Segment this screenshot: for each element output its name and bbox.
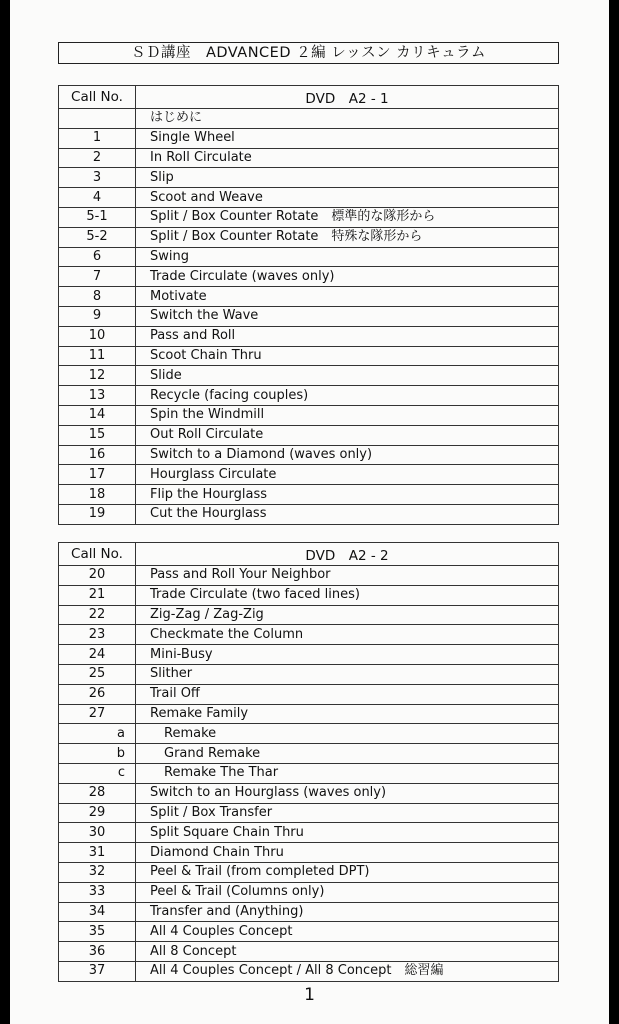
call-name: Scoot Chain Thru [136,346,559,366]
table-row [59,425,559,445]
call-name: Switch to an Hourglass (waves only) [136,783,559,803]
table-row [59,267,559,287]
call-name: Pass and Roll [136,326,559,346]
call-name: Trail Off [136,684,559,704]
call-number: 25 [59,664,136,684]
call-name: Switch the Wave [136,306,559,326]
table-row [59,843,559,863]
table-row [59,664,559,684]
call-number [59,109,136,129]
call-number: 36 [59,942,136,962]
table-row [59,961,559,981]
call-number: 21 [59,585,136,605]
call-number: 28 [59,783,136,803]
table-row [59,465,559,485]
call-no-header: Call No. [59,543,136,566]
call-number: 3 [59,168,136,188]
call-number: 35 [59,922,136,942]
call-name: Remake Family [136,704,559,724]
table-row [59,188,559,208]
call-name: Zig-Zag / Zag-Zig [136,605,559,625]
curriculum-table-a2-1 [58,85,559,525]
call-number: 27 [59,704,136,724]
call-name: Transfer and (Anything) [136,902,559,922]
call-number: 20 [59,566,136,586]
call-name: All 4 Couples Concept / All 8 Concept 総習編 [136,961,559,981]
call-name: Trade Circulate (waves only) [136,267,559,287]
call-name: Hourglass Circulate [136,465,559,485]
call-name: Checkmate the Column [136,625,559,645]
call-number: 15 [59,425,136,445]
table-row [59,109,559,129]
table-body [59,566,559,982]
call-name: All 4 Couples Concept [136,922,559,942]
call-number: 12 [59,366,136,386]
call-number: 14 [59,405,136,425]
table-row [59,942,559,962]
call-name: Cut the Hourglass [136,504,559,524]
table-row [59,405,559,425]
call-number: a [59,724,136,744]
table-row [59,704,559,724]
call-number: 37 [59,961,136,981]
call-number: 30 [59,823,136,843]
table-row [59,386,559,406]
call-number: 13 [59,386,136,406]
table-row [59,724,559,744]
call-name: Scoot and Weave [136,188,559,208]
page-title: ＳＤ講座 ADVANCED ２編 レッスン カリキュラム [58,42,559,64]
dvd-header: DVD A2 - 1 [136,86,559,109]
call-number: 24 [59,645,136,665]
call-name: Peel & Trail (Columns only) [136,882,559,902]
call-no-header: Call No. [59,86,136,109]
call-name: Split / Box Counter Rotate 標準的な隊形から [136,207,559,227]
call-name: Single Wheel [136,128,559,148]
table-row [59,207,559,227]
table-row [59,763,559,783]
call-number: 29 [59,803,136,823]
call-number: 10 [59,326,136,346]
table-row [59,504,559,524]
table-row [59,585,559,605]
call-number: 8 [59,287,136,307]
call-name: Pass and Roll Your Neighbor [136,566,559,586]
table-row [59,485,559,505]
call-number: 19 [59,504,136,524]
call-number: 34 [59,902,136,922]
call-name: Motivate [136,287,559,307]
call-number: 18 [59,485,136,505]
table-row [59,445,559,465]
table-row [59,287,559,307]
table-row [59,902,559,922]
table-row [59,148,559,168]
table-row [59,744,559,764]
dvd-header: DVD A2 - 2 [136,543,559,566]
call-name: Mini-Busy [136,645,559,665]
call-name: In Roll Circulate [136,148,559,168]
call-name: Split / Box Transfer [136,803,559,823]
call-name: Flip the Hourglass [136,485,559,505]
table-row [59,227,559,247]
call-number: 1 [59,128,136,148]
call-number: 11 [59,346,136,366]
call-name: Swing [136,247,559,267]
call-name: Recycle (facing couples) [136,386,559,406]
call-number: 26 [59,684,136,704]
call-name: All 8 Concept [136,942,559,962]
call-number: 4 [59,188,136,208]
table-row [59,684,559,704]
call-number: 9 [59,306,136,326]
table-body [59,109,559,525]
call-number: 23 [59,625,136,645]
call-number: 32 [59,862,136,882]
table-row [59,922,559,942]
table-row [59,605,559,625]
table-header-row [59,86,559,109]
call-number: 33 [59,882,136,902]
call-name: Split Square Chain Thru [136,823,559,843]
call-name: Trade Circulate (two faced lines) [136,585,559,605]
call-name: Slide [136,366,559,386]
table-row [59,168,559,188]
call-number: 5-2 [59,227,136,247]
call-name: Remake The Thar [136,763,559,783]
table-row [59,882,559,902]
call-number: 31 [59,843,136,863]
call-name: Slip [136,168,559,188]
call-name: Remake [136,724,559,744]
call-name: Grand Remake [136,744,559,764]
call-number: 2 [59,148,136,168]
call-name: Split / Box Counter Rotate 特殊な隊形から [136,227,559,247]
table-row [59,645,559,665]
table-row [59,346,559,366]
call-name: Out Roll Circulate [136,425,559,445]
table-row [59,625,559,645]
call-number: b [59,744,136,764]
call-number: 22 [59,605,136,625]
call-name: Switch to a Diamond (waves only) [136,445,559,465]
call-number: c [59,763,136,783]
call-name: Spin the Windmill [136,405,559,425]
call-number: 17 [59,465,136,485]
table-row [59,823,559,843]
table-row [59,566,559,586]
table-row [59,366,559,386]
call-number: 16 [59,445,136,465]
call-number: 5-1 [59,207,136,227]
call-name: はじめに [136,109,559,129]
curriculum-table-a2-2 [58,542,559,982]
table-row [59,783,559,803]
table-row [59,326,559,346]
call-name: Diamond Chain Thru [136,843,559,863]
call-number: 7 [59,267,136,287]
table-row [59,803,559,823]
table-header-row [59,543,559,566]
call-name: Peel & Trail (from completed DPT) [136,862,559,882]
call-number: 6 [59,247,136,267]
table-row [59,306,559,326]
table-row [59,862,559,882]
call-name: Slither [136,664,559,684]
table-row [59,128,559,148]
page-number: 1 [304,985,315,1005]
table-row [59,247,559,267]
